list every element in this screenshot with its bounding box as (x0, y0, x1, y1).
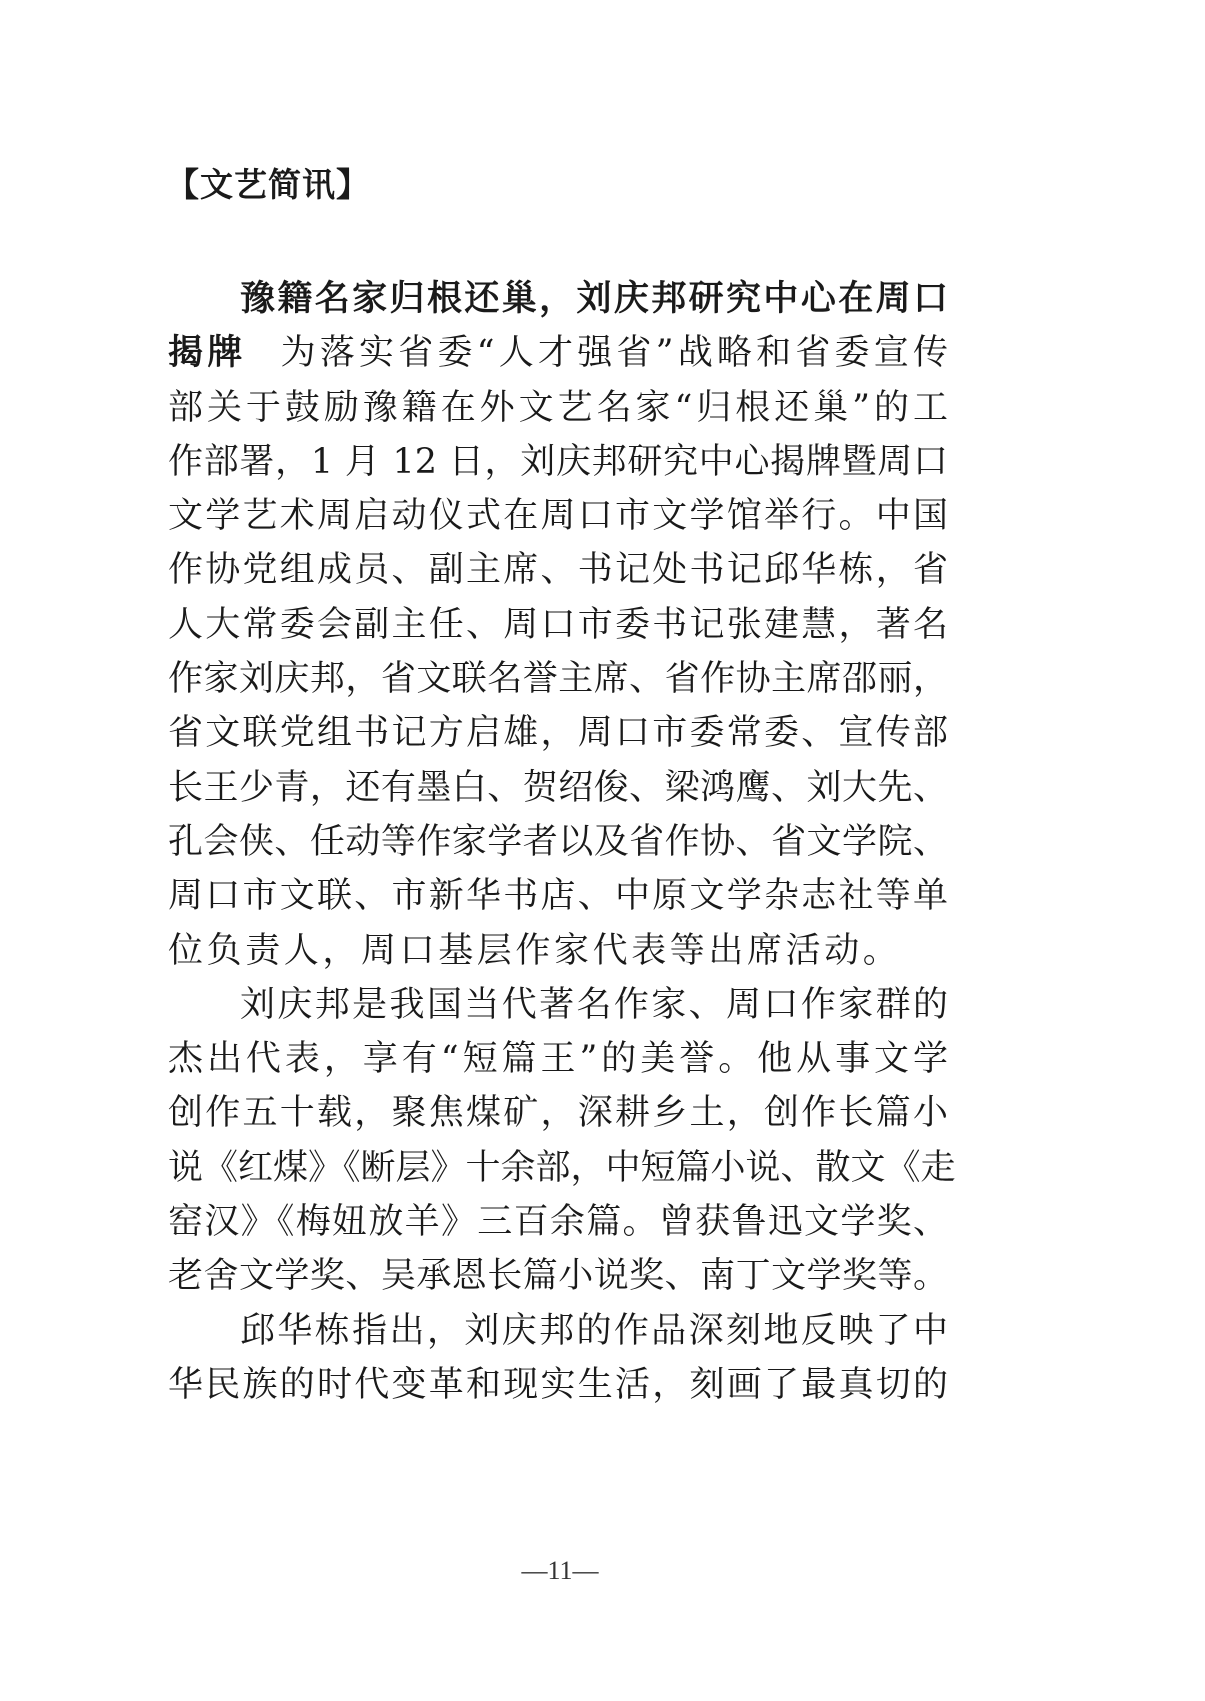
article-line: 省文联党组书记方启雄，周口市委常委、宣传部 (168, 713, 948, 754)
article-line: 杰出代表，享有“短篇王”的美誉。他从事文学 (168, 1039, 948, 1080)
page-number: —11— (521, 1556, 599, 1585)
article-headline-end: 揭牌 (168, 333, 247, 374)
article-line: 作家刘庆邦，省文联名誉主席、省作协主席邵丽， (168, 659, 948, 700)
article-line: 邱华栋指出，刘庆邦的作品深刻地反映了中 (240, 1310, 948, 1351)
article-line: 华民族的时代变革和现实生活，刻画了最真切的 (168, 1364, 948, 1405)
article-line: 位负责人，周口基层作家代表等出席活动。 (168, 930, 902, 971)
article-body (168, 272, 956, 1412)
article-line: 部关于鼓励豫籍在外文艺名家“归根还巢”的工 (168, 387, 948, 428)
article-line: 作部署，1 月 12 日，刘庆邦研究中心揭牌暨周口 (168, 441, 948, 482)
article-line: 创作五十载，聚焦煤矿，深耕乡土，创作长篇小 (168, 1093, 948, 1134)
article-line: 文学艺术周启动仪式在周口市文学馆举行。中国 (168, 496, 948, 537)
article-line-text: 为落实省委“人才强省”战略和省委宣传 (276, 333, 948, 374)
article-line: 老舍文学奖、吴承恩长篇小说奖、南丁文学奖等。 (168, 1256, 948, 1297)
article-line: 人大常委会副主任、周口市委书记张建慧，著名 (168, 604, 948, 645)
article-line: 周口市文联、市新华书店、中原文学杂志社等单 (168, 876, 948, 917)
article-line: 窑汉》《梅妞放羊》三百余篇。曾获鲁迅文学奖、 (168, 1202, 948, 1243)
article-line: 说《红煤》《断层》十余部，中短篇小说、散文《走 (168, 1147, 956, 1188)
article-line: 长王少青，还有墨白、贺绍俊、梁鸿鹰、刘大先、 (168, 767, 948, 808)
article-line (168, 326, 948, 380)
section-heading: 【文艺简讯】 (166, 165, 370, 204)
article-line: 作协党组成员、副主席、书记处书记邱华栋，省 (168, 550, 948, 591)
article-line: 孔会侠、任动等作家学者以及省作协、省文学院、 (168, 821, 948, 862)
article-line: 刘庆邦是我国当代著名作家、周口作家群的 (240, 984, 948, 1025)
article-headline: 豫籍名家归根还巢，刘庆邦研究中心在周口 (240, 279, 948, 319)
